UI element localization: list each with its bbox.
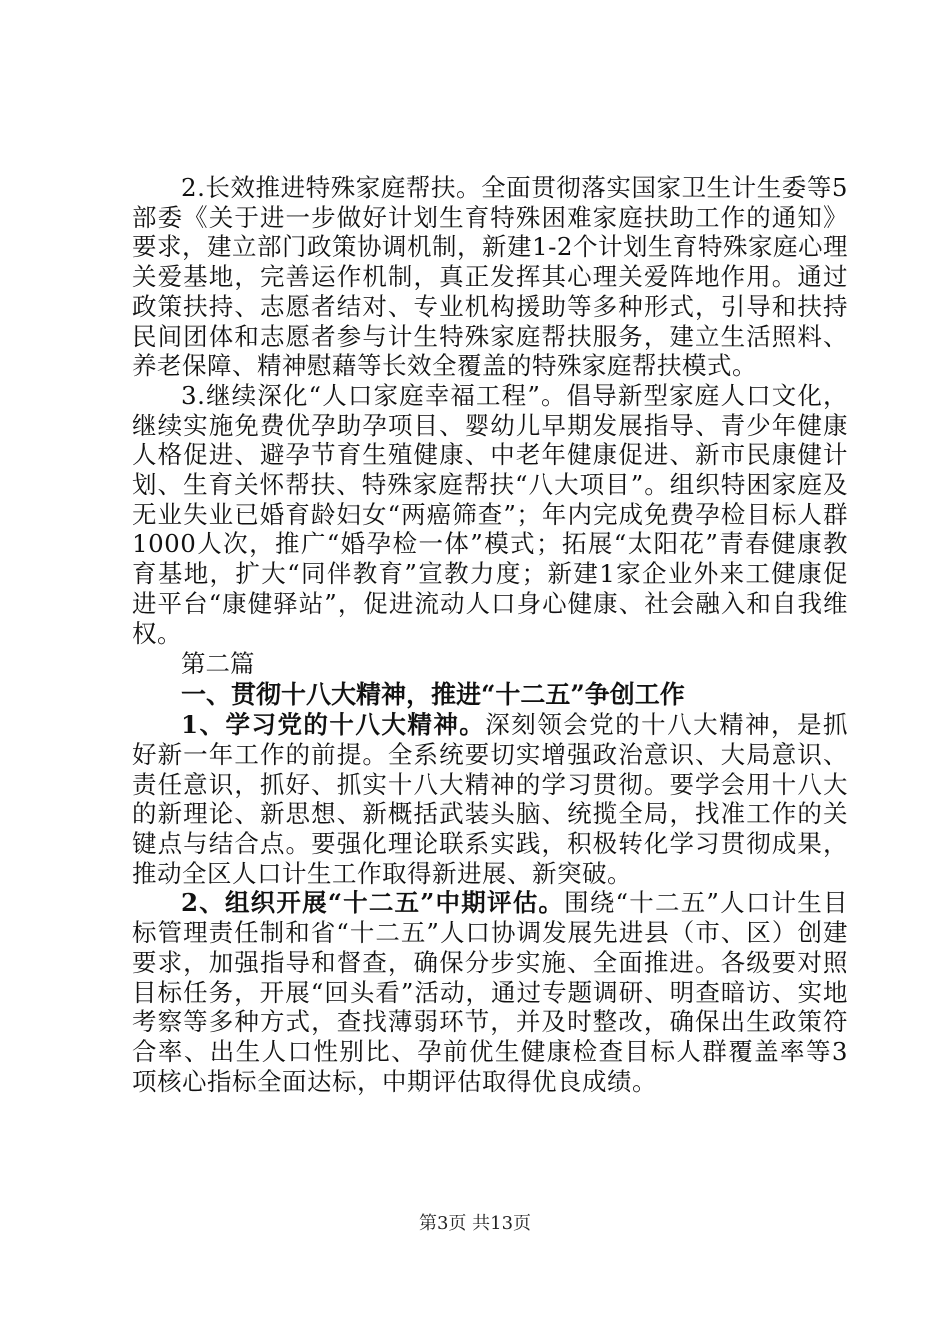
paragraph-study-18th-congress — [132, 710, 848, 888]
document-page — [132, 173, 848, 1096]
section-label: 第二篇 — [181, 649, 255, 679]
paragraph-lead: 3.继续深化“人口家庭幸福工程”。 — [181, 380, 567, 410]
paragraph-body: 围绕“十二五”人口计生目标管理责任制和省“十二五”人口协调发展先进县（市、区）创建要求，加强指导和督查，确保分步实施、全面推进。各级要对照目标任务，开展“回头看”活动，通过专题调研、明查暗访、实地考察等多种方式，查找薄弱环节，并及时整改，确保出生政策符合率、出生人口性别比、孕前优生健康检查目标人群覆盖率等3项核心指标全面达标，中期评估取得优良成绩。 — [132, 888, 848, 1096]
paragraph-body: 倡导新型家庭人口文化，继续实施免费优孕助孕项目、婴幼儿早期发展指导、青少年健康人格促进、避孕节育生殖健康、中老年健康促进、新市民康健计划、生育关怀帮扶、特殊家庭帮扶“八大项目”。组织特困家庭及无业失业已婚育龄妇女“两癌筛查”；年内完成免费孕检目标人群1000人次，推广“婚孕检一体”模式；拓展“太阳花”青春健康教育基地，扩大“同伴教育”宣教力度；新建1家企业外来工健康促进平台“康健驿站”，促进流动人口身心健康、社会融入和自我维权。 — [132, 380, 848, 648]
paragraph-body: 深刻领会党的十八大精神，是抓好新一年工作的前提。全系统要切实增强政治意识、大局意识、责任意识，抓好、抓实十八大精神的学习贯彻。要学会用十八大的新理论、新思想、新概括武装头脑、统揽全局，找准工作的关键点与结合点。要强化理论联系实践，积极转化学习贯彻成果，推动全区人口计生工作取得新进展、新突破。 — [132, 710, 849, 888]
paragraph-lead: 2、组织开展“十二五”中期评估。 — [181, 888, 565, 918]
paragraph-family-happiness-project — [132, 381, 848, 648]
page-footer: 第3页 共13页 — [418, 1213, 532, 1234]
paragraph-midterm-evaluation — [132, 888, 848, 1096]
section-heading: 一、贯彻十八大精神，推进“十二五”争创工作 — [181, 680, 685, 710]
paragraph-lead: 1、学习党的十八大精神。 — [181, 710, 486, 740]
paragraph-body: 全面贯彻落实国家卫生计生委等5部委《关于进一步做好计划生育特殊困难家庭扶助工作的通知》要求，建立部门政策协调机制，新建1-2个计划生育特殊家庭心理关爱基地，完善运作机制，真正发挥其心理关爱阵地作用。通过政策扶持、志愿者结对、专业机构援助等多种形式，引导和扶持民间团体和志愿者参与计生特殊家庭帮扶服务，建立生活照料、养老保障、精神慰藉等长效全覆盖的特殊家庭帮扶模式。 — [132, 173, 849, 381]
paragraph-special-family-support — [132, 173, 848, 381]
paragraph-lead: 2.长效推进特殊家庭帮扶。 — [181, 173, 482, 202]
